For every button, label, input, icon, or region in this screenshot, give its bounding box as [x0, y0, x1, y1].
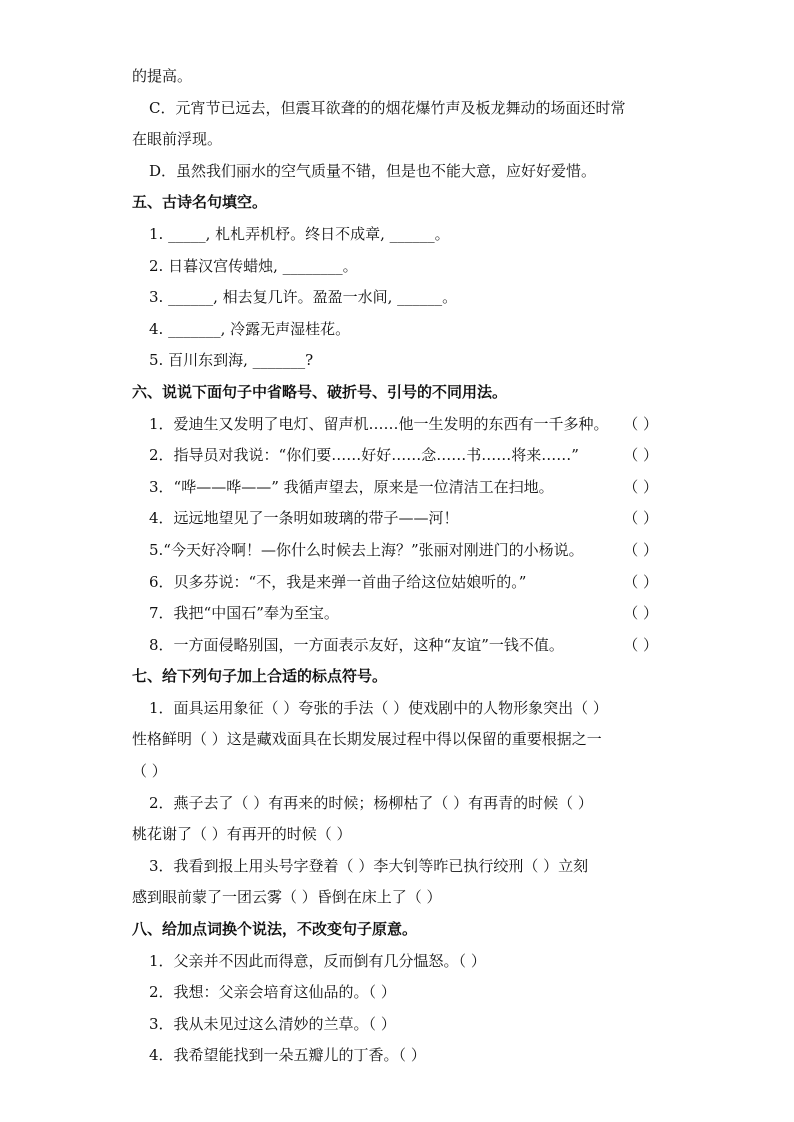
punct-item-2: [132, 440, 666, 472]
answer-paren: （ ）: [368, 1014, 396, 1033]
punct-item-8: [132, 630, 666, 662]
punctuate-line: 1．面具运用象征（ ）夸张的手法（ ）使戏剧中的人物形象突出（ ）: [149, 698, 608, 717]
punctuate-line: 2．燕子去了（ ）有再来的时候；杨柳枯了（ ）有再青的时候（ ）: [149, 793, 593, 812]
text-line: 的提高。: [132, 67, 193, 85]
rephrase-item-2: [132, 977, 666, 1009]
poem-item-1: 1. _____, 札札弄机杼。终日不成章, ______。: [149, 224, 450, 243]
punct-item-6: [132, 567, 666, 599]
answer-paren: （ ）: [623, 635, 658, 654]
punct-item-3: [132, 472, 666, 504]
item-text: 3．“哗——哗——” 我循声望去，原来是一位清洁工在扫地。: [149, 477, 554, 496]
answer-paren: （ ）: [368, 983, 396, 1002]
punct-item-1: [132, 409, 666, 441]
item-text: 2．我想：父亲会培育这仙品的。: [149, 983, 369, 1002]
punct-item-7: [132, 598, 666, 630]
item-text: 3．我从未见过这么清妙的兰草。: [149, 1014, 369, 1033]
punctuate-line: （ ）: [132, 762, 167, 781]
item-text: 5.“今天好冷啊！—你什么时候去上海？”张丽对刚进门的小杨说。: [149, 540, 584, 559]
punct-item-5: [132, 535, 666, 567]
item-text: 1．爱迪生又发明了电灯、留声机……他一生发明的东西有一千多种。: [149, 414, 609, 433]
poem-item-2: 2. 日暮汉宫传蜡烛, ________。: [149, 256, 358, 275]
item-text: 2．指导员对我说：“你们要……好好……念……书……将来……”: [149, 446, 579, 465]
section-6-title: 六、说说下面句子中省略号、破折号、引号的不同用法。: [132, 382, 508, 401]
option-d: D．虽然我们丽水的空气质量不错，但是也不能大意，应好好爱惜。: [149, 161, 597, 180]
answer-paren: （ ）: [623, 572, 658, 591]
answer-paren: （ ）: [398, 1046, 426, 1065]
rephrase-item-4: [132, 1040, 666, 1072]
punct-item-4: [132, 503, 666, 535]
section-7-title: 七、给下列句子加上合适的标点符号。: [132, 667, 388, 686]
item-text: 4．远远地望见了一条明如玻璃的带子——河！: [149, 509, 459, 528]
rephrase-item-1: [132, 946, 666, 978]
section-8-title: 八、给加点词换个说法，不改变句子原意。: [132, 920, 418, 939]
option-c-line-2: 在眼前浮现。: [132, 130, 223, 149]
item-text: 6．贝多芬说：“不，我是来弹一首曲子给这位姑娘听的。”: [149, 572, 527, 591]
punctuate-line: 3．我看到报上用头号字登着（ ）李大钊等昨已执行绞刑（ ）立刻: [149, 856, 589, 875]
punctuate-line: 性格鲜明（ ）这是藏戏面具在长期发展过程中得以保留的重要根据之一: [132, 730, 602, 749]
answer-paren: （ ）: [623, 540, 658, 559]
item-text: 8．一方面侵略别国，一方面表示友好，这种“友谊”一钱不值。: [149, 635, 564, 654]
item-text: 1．父亲并不因此而得意，反而倒有几分愠怒。: [149, 951, 459, 970]
poem-item-5: 5. 百川东到海, _______?: [149, 351, 314, 370]
poem-item-4: 4. _______, 冷露无声湿桂花。: [149, 319, 351, 338]
option-c-line-1: C．元宵节已远去，但震耳欲聋的的烟花爆竹声及板龙舞动的场面还时常: [149, 98, 626, 117]
item-text: 7．我把“中国石”奉为至宝。: [149, 604, 339, 623]
item-text: 4．我希望能找到一朵五瓣儿的丁香。: [149, 1046, 399, 1065]
answer-paren: （ ）: [458, 951, 486, 970]
punctuate-line: 感到眼前蒙了一团云雾（ ）昏倒在床上了（ ）: [132, 888, 442, 907]
answer-paren: （ ）: [623, 446, 658, 465]
rephrase-item-3: [132, 1009, 666, 1041]
poem-item-3: 3. ______, 相去复几许。盈盈一水间, ______。: [149, 288, 458, 307]
answer-paren: （ ）: [623, 509, 658, 528]
answer-paren: （ ）: [623, 477, 658, 496]
punctuate-line: 桃花谢了（ ）有再开的时候（ ）: [132, 825, 352, 844]
answer-paren: （ ）: [623, 604, 658, 623]
answer-paren: （ ）: [623, 414, 658, 433]
section-5-title: 五、古诗名句填空。: [132, 193, 268, 212]
